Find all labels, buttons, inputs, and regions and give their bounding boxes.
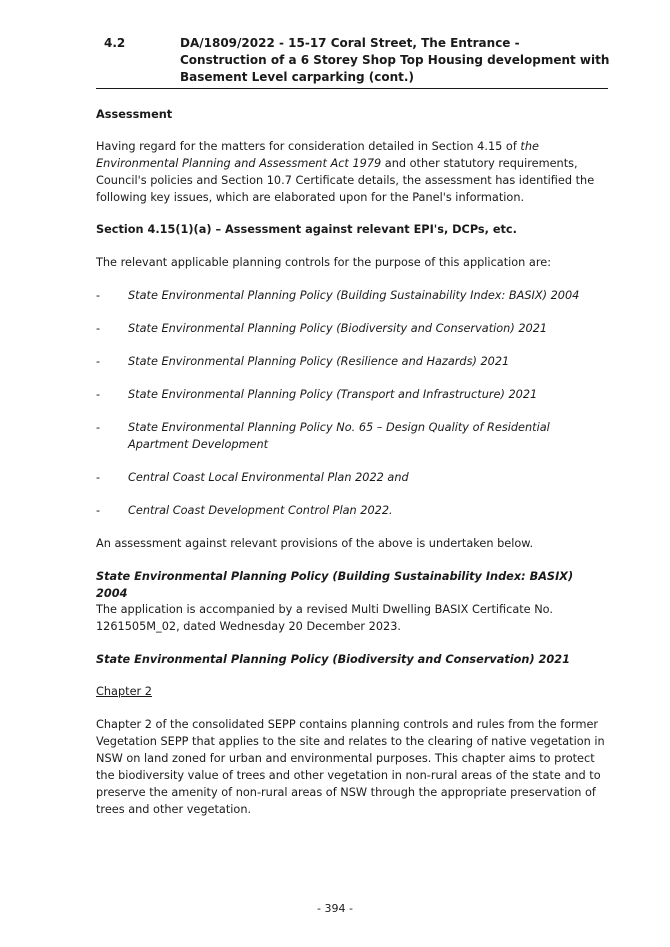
planning-controls-lead: The relevant applicable planning controls for the purpose of this application are: (96, 256, 552, 269)
header-divider (96, 88, 608, 89)
assessment-heading: Assessment (96, 108, 173, 121)
list-bullet: - (96, 289, 101, 302)
assessment-intro-text-2: and other statutory requirements, Council's policies and Section 10.7 Certificate details, the assessment has identified the following key issues, which are elaborated upon for the Panel's information. (96, 157, 595, 204)
list-bullet: - (96, 322, 101, 335)
biodiversity-paragraph: Chapter 2 of the consolidated SEPP contains planning controls and rules from the former Vegetation SEPP that applies to the site and relates to the clearing of native vegetation in NSW on land zoned for urban and environmental purposes. This chapter aims to protect the biodiversity value of trees and other vegetation in non-rural areas of the state and to preserve the amenity of non-rural areas of NSW through the appropriate preservation of trees and other vegetation. (96, 718, 605, 816)
list-item: State Environmental Planning Policy (Transport and Infrastructure) 2021 (128, 388, 538, 401)
agenda-item-title: DA/1809/2022 - 15-17 Coral Street, The Entrance - Construction of a 6 Storey Shop Top Housing development with Basement Level carparking (cont.) (180, 36, 610, 84)
page-number: - 394 - (317, 902, 353, 915)
list-bullet: - (96, 388, 101, 401)
list-item: State Environmental Planning Policy No. 65 – Design Quality of Residential Apartment Development (128, 421, 550, 451)
list-item: State Environmental Planning Policy (Resilience and Hazards) 2021 (128, 355, 510, 368)
list-bullet: - (96, 504, 101, 517)
biodiversity-heading: State Environmental Planning Policy (Biodiversity and Conservation) 2021 (96, 653, 570, 666)
list-item: Central Coast Development Control Plan 2022. (128, 504, 393, 517)
chapter-subheading: Chapter 2 (96, 685, 152, 698)
planning-controls-closing: An assessment against relevant provisions of the above is undertaken below. (96, 537, 534, 550)
list-bullet: - (96, 355, 101, 368)
assessment-intro-text-1: Having regard for the matters for consideration detailed in Section 4.15 of (96, 140, 521, 153)
list-bullet: - (96, 471, 101, 484)
list-item: Central Coast Local Environmental Plan 2022 and (128, 471, 409, 484)
act-title: the Environmental Planning and Assessment Act 1979 (96, 140, 539, 170)
list-item: State Environmental Planning Policy (Building Sustainability Index: BASIX) 2004 (128, 289, 580, 302)
basix-paragraph: The application is accompanied by a revised Multi Dwelling BASIX Certificate No. 1261505M_02, dated Wednesday 20 December 2023. (96, 603, 553, 633)
section-415-heading: Section 4.15(1)(a) – Assessment against relevant EPI's, DCPs, etc. (96, 223, 517, 236)
basix-heading: State Environmental Planning Policy (Building Sustainability Index: BASIX) 2004 (96, 570, 574, 600)
list-bullet: - (96, 421, 101, 434)
list-item: State Environmental Planning Policy (Biodiversity and Conservation) 2021 (128, 322, 548, 335)
agenda-item-number: 4.2 (104, 36, 126, 50)
assessment-intro-paragraph (96, 138, 608, 206)
